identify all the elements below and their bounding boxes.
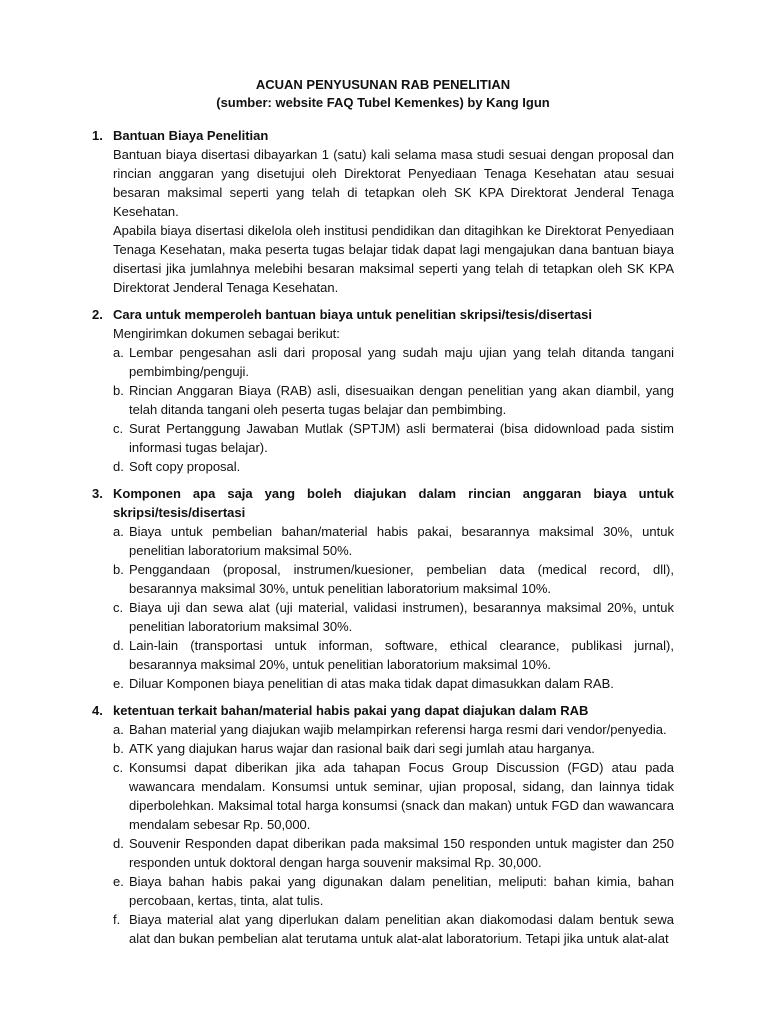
list-item-text: Soft copy proposal. (129, 459, 241, 474)
list-item (113, 343, 674, 381)
list-item (113, 872, 674, 910)
list-item (113, 381, 674, 419)
list-item-text: Bahan material yang diajukan wajib melampirkan referensi harga resmi dari vendor/penyedia. (129, 722, 667, 737)
list-item-text: Biaya material alat yang diperlukan dalam penelitian akan diakomodasi dalam bentuk sewa alat dan bukan pembelian alat terutama untuk alat-alat laboratorium. Tetapi jika untuk alat-alat (129, 912, 674, 946)
list-marker: d. (113, 459, 124, 474)
list-item (113, 910, 674, 948)
section-heading: Bantuan Biaya Penelitian (113, 128, 269, 143)
document-subtitle: (sumber: website FAQ Tubel Kemenkes) by Kang Igun (216, 95, 550, 110)
list-item-text: ATK yang diajukan harus wajar dan rasional baik dari segi jumlah atau harganya. (129, 741, 595, 756)
list-marker: d. (113, 638, 124, 653)
list-item (113, 419, 674, 457)
list-item (113, 598, 674, 636)
list-marker: f. (113, 912, 121, 927)
section-number: 3. (92, 486, 103, 501)
section-heading: Komponen apa saja yang boleh diajukan dalam rincian anggaran biaya untuk skripsi/tesis/disertasi (113, 486, 674, 520)
list-item-text: Biaya uji dan sewa alat (uji material, validasi instrumen), besarannya maksimal 20%, untuk penelitian laboratorium maksimal 30%. (129, 600, 674, 634)
list-item-text: Biaya bahan habis pakai yang digunakan dalam penelitian, meliputi: bahan kimia, bahan percobaan, kertas, tinta, alat tulis. (129, 874, 674, 908)
list-item (113, 457, 674, 476)
list-item (113, 720, 674, 739)
list-marker: a. (113, 524, 124, 539)
list-item (113, 674, 674, 693)
list-item (113, 560, 674, 598)
section-number: 4. (92, 703, 103, 718)
section-paragraph: Bantuan biaya disertasi dibayarkan 1 (satu) kali selama masa studi sesuai dengan proposal dan rincian anggaran yang disetujui oleh Direktorat Penyediaan Tenaga Kesehatan atau sesuai besaran maksimal seperti yang telah di tetapkan oleh SK KPA Direktorat Jenderal Tenaga Kesehatan. (113, 147, 674, 219)
section-4 (92, 701, 674, 948)
list-marker: d. (113, 836, 124, 851)
list-marker: e. (113, 676, 124, 691)
list-marker: b. (113, 383, 124, 398)
section-number: 1. (92, 128, 103, 143)
list-marker: c. (113, 760, 124, 775)
item-list (113, 720, 674, 948)
document-title: ACUAN PENYUSUNAN RAB PENELITIAN (255, 77, 511, 92)
list-item (113, 636, 674, 674)
list-item-text: Lembar pengesahan asli dari proposal yang sudah maju ujian yang telah ditanda tangani pembimbing/penguji. (129, 345, 674, 379)
section-2 (92, 305, 674, 476)
list-item-text: Diluar Komponen biaya penelitian di atas maka tidak dapat dimasukkan dalam RAB. (129, 676, 614, 691)
section-heading: ketentuan terkait bahan/material habis pakai yang dapat diajukan dalam RAB (113, 703, 589, 718)
list-item (113, 522, 674, 560)
section-paragraph: Apabila biaya disertasi dikelola oleh institusi pendidikan dan ditagihkan ke Direktorat Penyediaan Tenaga Kesehatan, maka peserta tugas belajar tidak dapat lagi mengajukan dana bantuan biaya disertasi jika jumlahnya melebihi besaran maksimal seperti yang telah di tetapkan oleh SK KPA Direktorat Jenderal Tenaga Kesehatan. (113, 223, 674, 295)
list-marker: c. (113, 600, 124, 615)
list-marker: c. (113, 421, 124, 436)
list-marker: b. (113, 741, 124, 756)
list-item (113, 834, 674, 872)
list-item (113, 739, 674, 758)
list-item-text: Biaya untuk pembelian bahan/material habis pakai, besarannya maksimal 30%, untuk penelitian laboratorium maksimal 50%. (129, 524, 674, 558)
section-number: 2. (92, 307, 103, 322)
list-marker: b. (113, 562, 124, 577)
section-1 (92, 126, 674, 297)
list-item-text: Konsumsi dapat diberikan jika ada tahapan Focus Group Discussion (FGD) atau pada wawancara mendalam. Konsumsi untuk seminar, ujian proposal, sidang, dan lainnya tidak diperbolehkan. Maksimal total harga konsumsi (snack dan makan) untuk FGD dan wawancara mendalam sebesar Rp. 50,000. (129, 760, 674, 832)
list-marker: e. (113, 874, 124, 889)
section-3 (92, 484, 674, 693)
list-item-text: Souvenir Responden dapat diberikan pada maksimal 150 responden untuk magister dan 250 responden untuk doktoral dengan harga souvenir maksimal Rp. 30,000. (129, 836, 674, 870)
item-list (113, 522, 674, 693)
section-heading: Cara untuk memperoleh bantuan biaya untuk penelitian skripsi/tesis/disertasi (113, 307, 592, 322)
list-marker: a. (113, 722, 124, 737)
list-item-text: Rincian Anggaran Biaya (RAB) asli, disesuaikan dengan penelitian yang akan diambil, yang telah ditanda tangani oleh peserta tugas belajar dan pembimbing. (129, 383, 674, 417)
list-item-text: Surat Pertanggung Jawaban Mutlak (SPTJM) asli bermaterai (bisa didownload pada sistim informasi tugas belajar). (129, 421, 674, 455)
section-intro: Mengirimkan dokumen sebagai berikut: (113, 326, 340, 341)
item-list (113, 343, 674, 476)
list-item (113, 758, 674, 834)
list-item-text: Penggandaan (proposal, instrumen/kuesioner, pembelian data (medical record, dll), besarannya maksimal 30%, untuk penelitian laboratorium maksimal 10%. (129, 562, 674, 596)
list-item-text: Lain-lain (transportasi untuk informan, software, ethical clearance, publikasi jurnal), besarannya maksimal 20%, untuk penelitian laboratorium maksimal 10%. (129, 638, 674, 672)
list-marker: a. (113, 345, 124, 360)
